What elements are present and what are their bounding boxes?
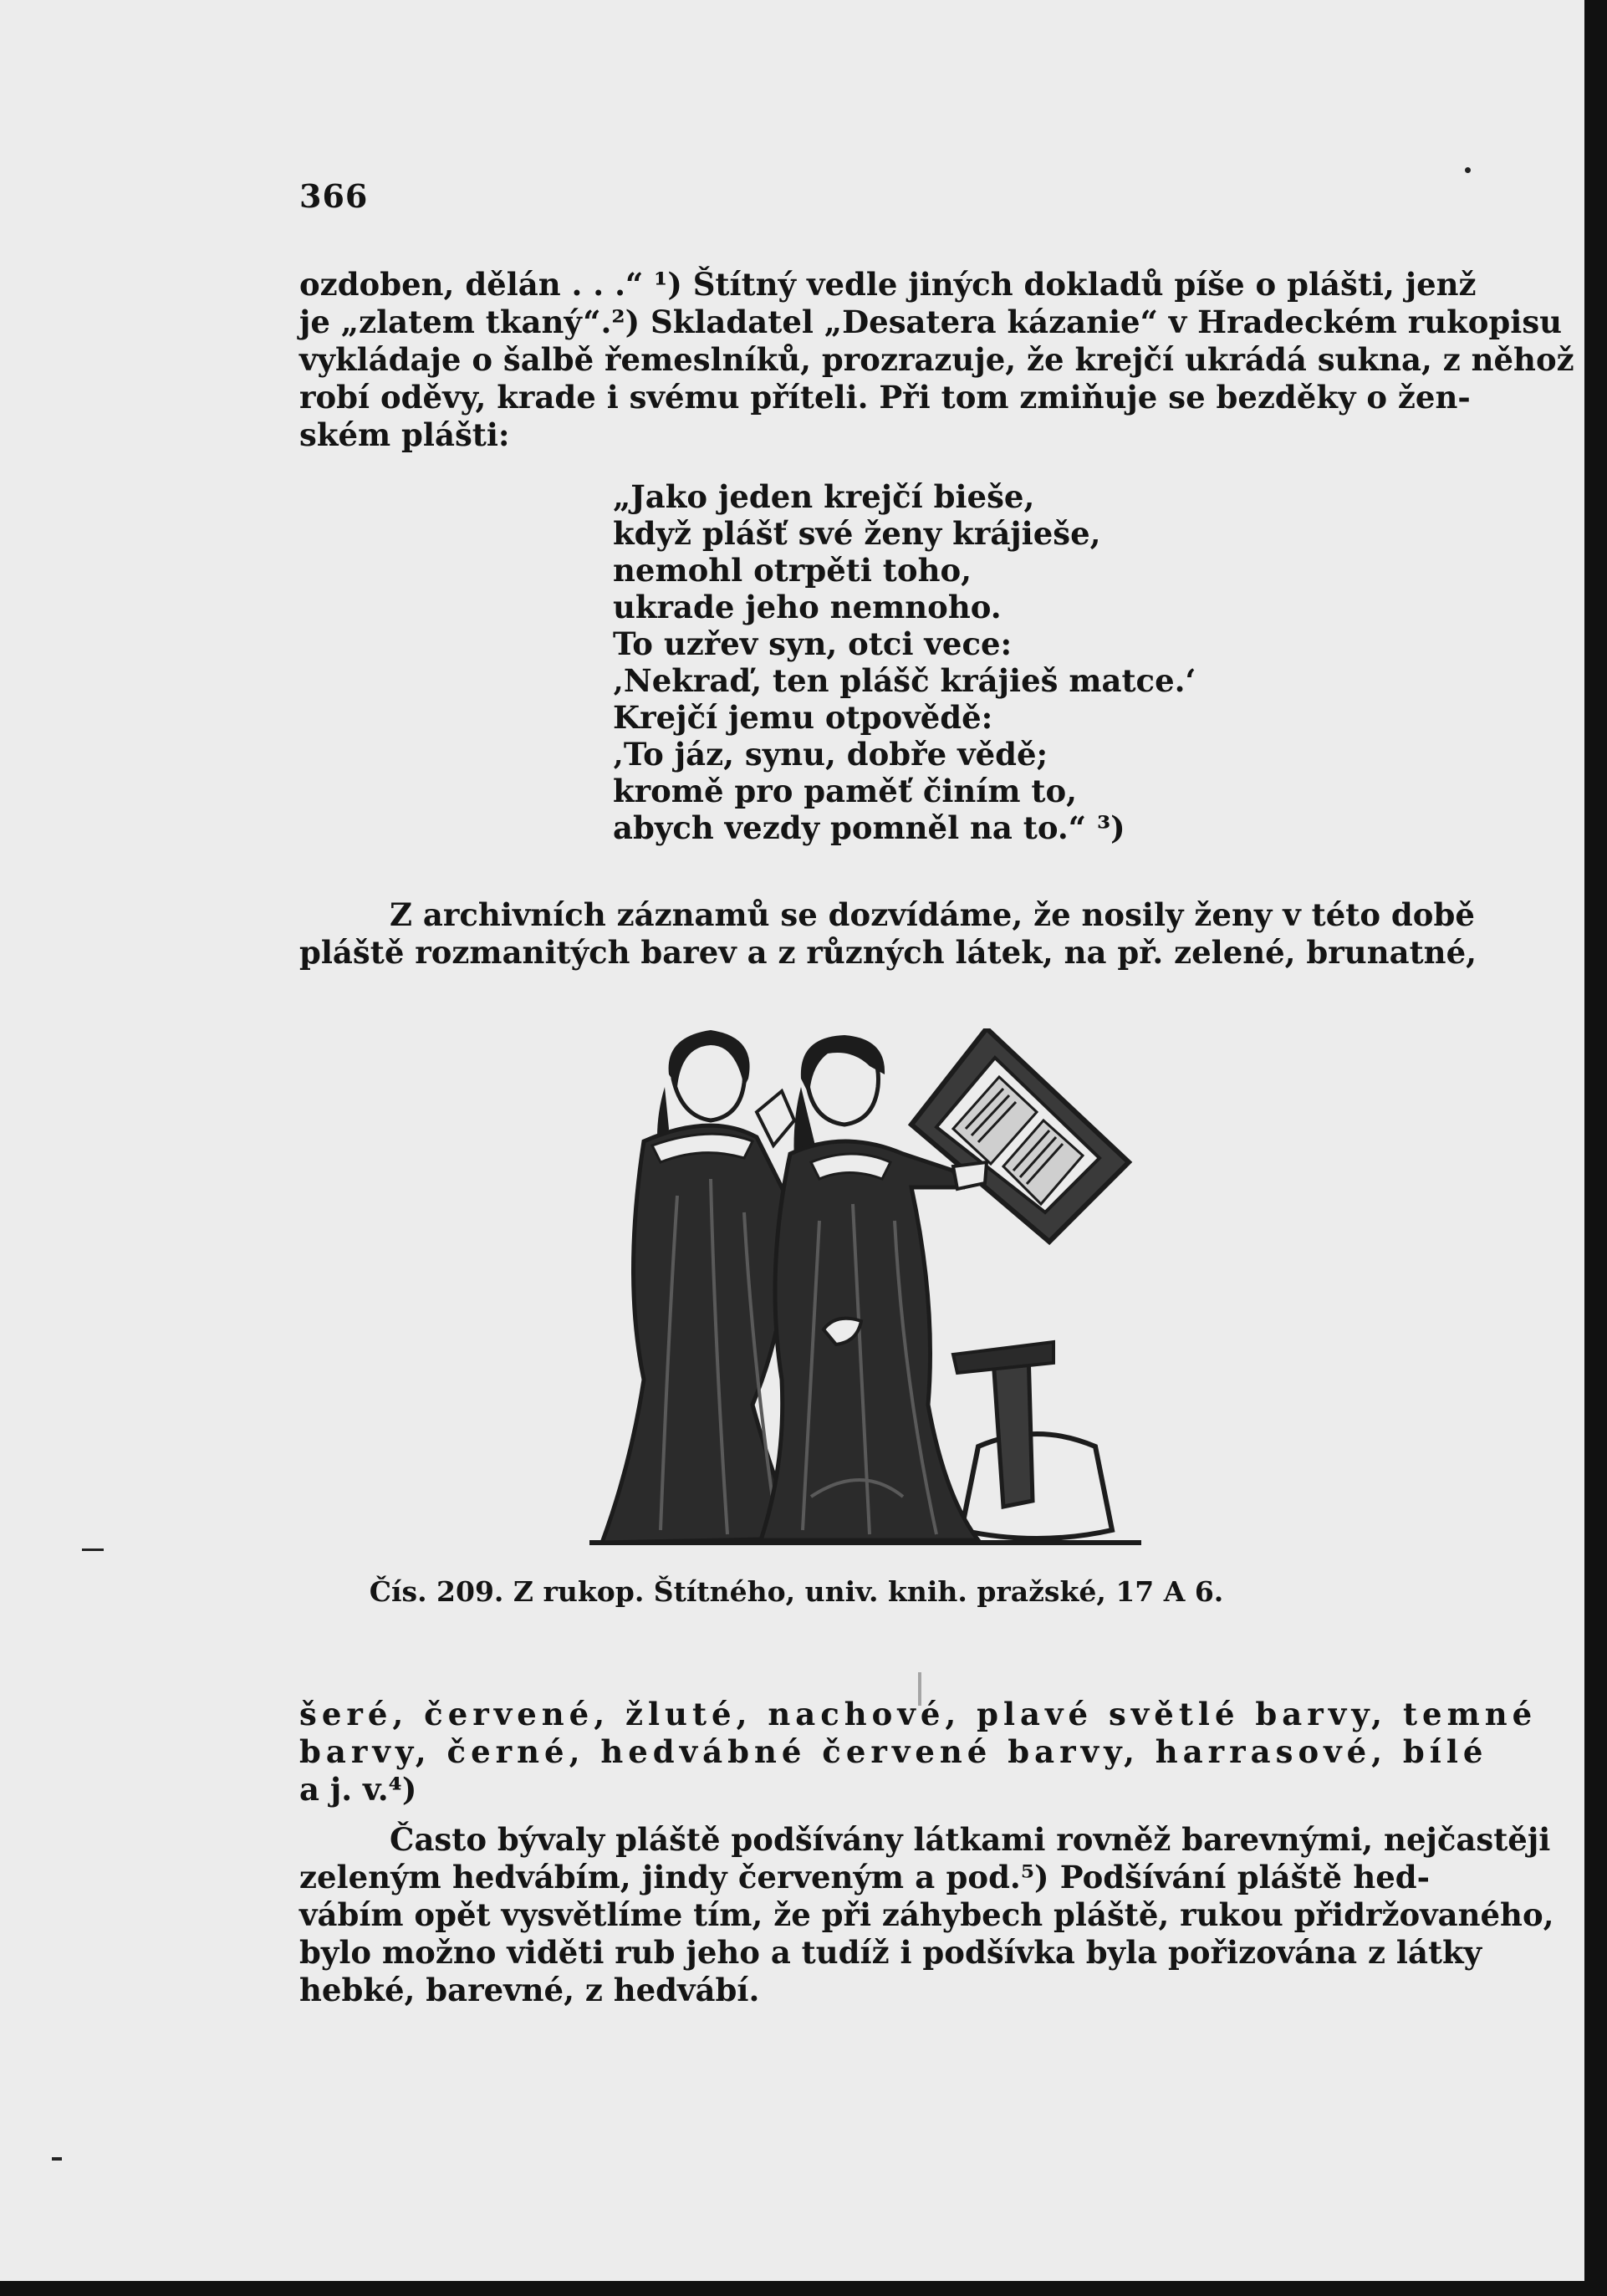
poem-line: ukrade jeho nemnoho. — [613, 589, 1002, 625]
paragraph-1 — [299, 266, 1574, 454]
text-line: šeré, červené, žluté, nachové, plavé světlé barvy, temné — [299, 1696, 1538, 1732]
text-line: zeleným hedvábím, jindy červeným a pod.⁵) Podšívání pláště hed- — [299, 1859, 1430, 1895]
text-line: vykládaje o šalbě řemeslníků, prozrazuje, že krejčí ukrádá sukna, z něhož — [299, 341, 1574, 378]
poem-line: „Jako jeden krejčí bieše, — [613, 478, 1035, 515]
scan-speck — [82, 1549, 104, 1551]
scan-border-right — [1584, 0, 1607, 2296]
poem-line: abych vezdy pomněl na to.“ ³) — [613, 809, 1125, 846]
text-line: ském plášti: — [299, 416, 510, 453]
scan-speck — [1465, 167, 1471, 173]
text-line: je „zlatem tkaný“.²) Skladatel „Desatera kázanie“ v Hradeckém rukopisu — [299, 304, 1563, 340]
poem-quote — [613, 478, 1196, 846]
poem-line: To uzřev syn, otci vece: — [613, 625, 1013, 662]
scan-border-bottom — [0, 2281, 1607, 2296]
paragraph-3 — [299, 1696, 1538, 1809]
poem-line: když plášť své ženy krájieše, — [613, 515, 1101, 552]
scan-speck — [52, 2157, 62, 2161]
poem-line: kromě pro paměť činím to, — [613, 773, 1078, 809]
text-line: Často bývaly pláště podšívány látkami rovněž barevnými, nejčastěji — [390, 1821, 1551, 1858]
text-line: robí oděvy, krade i svému příteli. Při tom zmiňuje se bezděky o žen- — [299, 379, 1471, 416]
figure-caption: Čís. 209. Z rukop. Štítného, univ. knih. pražské, 17 A 6. — [369, 1575, 1224, 1608]
poem-line: ‚To jáz, synu, dobře vědě; — [613, 736, 1048, 773]
paragraph-4 — [299, 1821, 1554, 2009]
paragraph-2 — [299, 896, 1477, 972]
text-line: a j. v.⁴) — [299, 1771, 417, 1808]
woman-left-figure — [602, 1030, 803, 1543]
illustration-women-reading — [585, 1028, 1154, 1572]
text-line: ozdoben, dělán . . .“ ¹) Štítný vedle jiných dokladů píše o plášti, jenž — [299, 266, 1477, 303]
poem-line: ‚Nekraď, ten plášč krájieš matce.‘ — [613, 662, 1196, 699]
poem-line: nemohl otrpěti toho, — [613, 552, 972, 589]
text-line: vábím opět vysvětlíme tím, že při záhybech pláště, rukou přidržovaného, — [299, 1896, 1554, 1933]
text-line: Z archivních záznamů se dozvídáme, že nosily ženy v této době — [390, 896, 1475, 933]
text-line: barvy, černé, hedvábné červené barvy, harrasové, bílé — [299, 1733, 1488, 1770]
text-line: pláště rozmanitých barev a z různých látek, na př. zelené, brunatné, — [299, 934, 1477, 971]
poem-line: Krejčí jemu otpovědě: — [613, 699, 993, 736]
text-line: hebké, barevné, z hedvábí. — [299, 1972, 760, 2008]
text-line: bylo možno viděti rub jeho a tudíž i podšívka byla pořizována z látky — [299, 1934, 1482, 1971]
page-number: 366 — [299, 177, 369, 215]
book-icon — [911, 1028, 1129, 1242]
lectern-base — [962, 1434, 1112, 1538]
scan-speck — [918, 1672, 921, 1706]
